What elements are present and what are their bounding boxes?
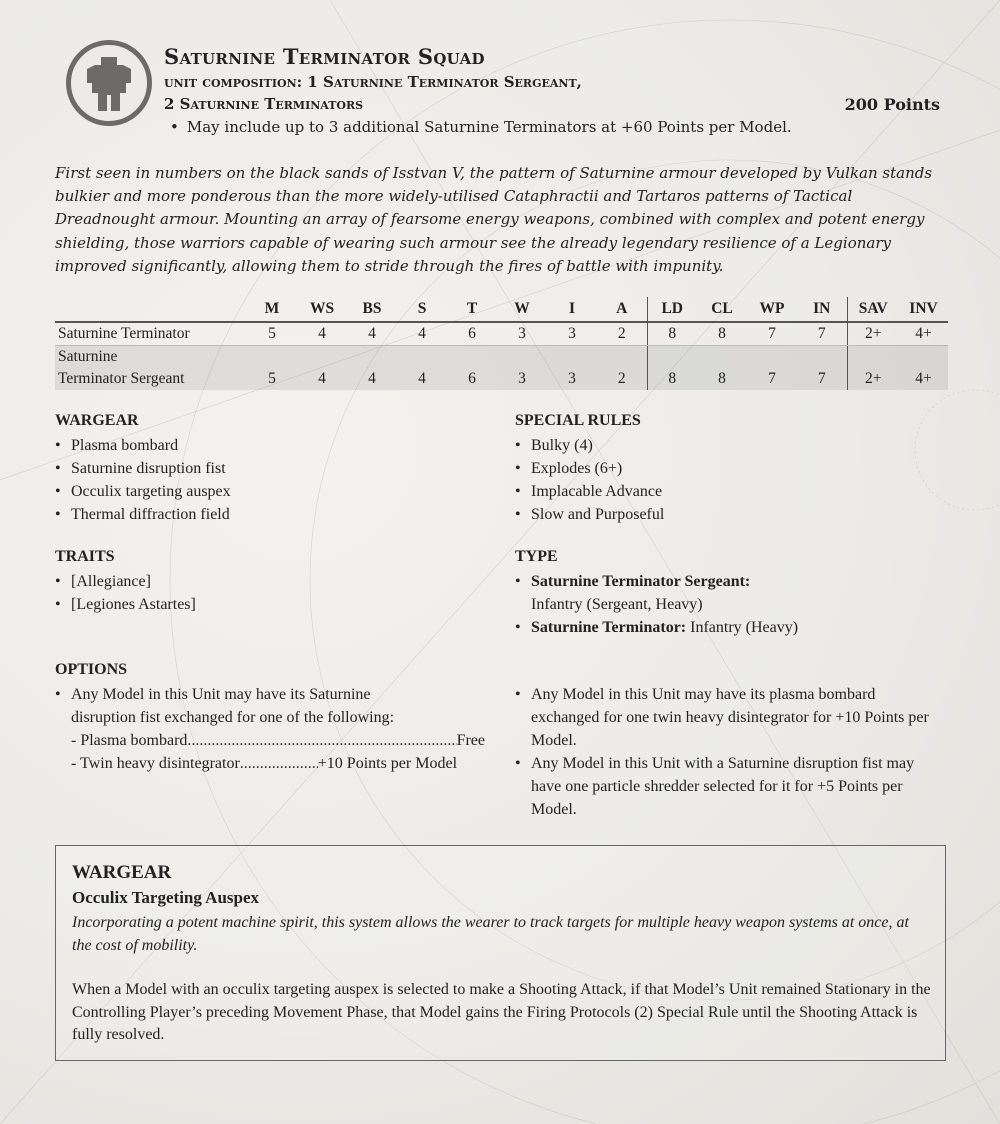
- trait-item: • [Legiones Astartes]: [55, 593, 196, 616]
- stat-value: 2+: [847, 368, 899, 390]
- stats-row-sergeant: [55, 368, 948, 390]
- stat-header: S: [397, 297, 447, 322]
- option-item: [55, 683, 485, 729]
- wargear-heading: WARGEAR: [55, 412, 139, 429]
- stat-value: 2: [597, 322, 647, 346]
- wargear-item: • Thermal diffraction field: [55, 503, 231, 526]
- stats-table: [55, 297, 948, 390]
- stat-value: 3: [497, 368, 547, 390]
- stat-header: WP: [747, 297, 797, 322]
- terminator-silhouette-icon: [83, 55, 135, 113]
- stat-value: 8: [647, 322, 697, 346]
- stat-value: 6: [447, 368, 497, 390]
- option-text-line2: disruption fist exchanged for one of the following:: [71, 709, 395, 726]
- stat-header: IN: [797, 297, 847, 322]
- option-item: • Any Model in this Unit with a Saturnine disruption fist may have one particle shredder selected for it for +5 Points per Model.: [515, 752, 940, 821]
- traits-list: [55, 570, 196, 616]
- stat-value: 3: [497, 322, 547, 346]
- stat-value: 6: [447, 322, 497, 346]
- stats-row-name-line2: Terminator Sergeant: [55, 368, 247, 390]
- unit-emblem: [66, 40, 152, 126]
- unit-composition-line2: 2 Saturnine Terminators: [164, 95, 364, 113]
- stats-header-row: [55, 297, 948, 322]
- type-item-text: Infantry (Heavy): [690, 619, 799, 636]
- wargear-item: • Occulix targeting auspex: [55, 480, 231, 503]
- stats-row-terminator: [55, 322, 948, 346]
- wargear-list: [55, 434, 231, 526]
- stat-value: 3: [547, 368, 597, 390]
- option-item: • Any Model in this Unit may have its plasma bombard exchanged for one twin heavy disintegrator for +10 Points per Model.: [515, 683, 940, 752]
- option-text-line1: Any Model in this Unit may have its Saturnine: [71, 686, 371, 703]
- traits-heading: TRAITS: [55, 548, 115, 565]
- stat-value: 8: [697, 368, 747, 390]
- stat-header: BS: [347, 297, 397, 322]
- type-item-text: Infantry (Sergeant, Heavy): [531, 596, 703, 613]
- stat-header: CL: [697, 297, 747, 322]
- special-rules-list: [515, 434, 664, 526]
- option-sub-item: [55, 729, 485, 752]
- stat-value: 7: [747, 368, 797, 390]
- unit-description: First seen in numbers on the black sands of Isstvan V, the pattern of Saturnine armour developed by Vulkan stands bulkier and more ponderous than the more widely-utilised Cataphractii and Tartaros patterns of Tactical Dreadnought armour. Mounting an array of fearsome energy weapons, combined with complex and potent energy shielding, those warriors capable of wearing such armour see the already legendary resilience of a Legionary improved significantly, allowing them to stride through the fires of battle with impunity.: [55, 164, 933, 275]
- wargear-rules-box: [55, 845, 946, 1061]
- option-sub-item: [55, 752, 485, 775]
- unit-title: Saturnine Terminator Squad: [164, 44, 485, 69]
- stats-row-name-line1: Saturnine: [55, 346, 247, 369]
- stats-row-name: Saturnine Terminator: [55, 322, 247, 346]
- stat-header: M: [247, 297, 297, 322]
- unit-composition-line1: unit composition: 1 Saturnine Terminator Sergeant,: [164, 73, 582, 91]
- wargear-item: • Plasma bombard: [55, 434, 231, 457]
- stat-value: 2+: [847, 322, 899, 346]
- options-right: [515, 683, 940, 821]
- special-rules-heading: SPECIAL RULES: [515, 412, 641, 429]
- stat-value: 4: [397, 368, 447, 390]
- stat-value: 7: [797, 368, 847, 390]
- stat-value: 8: [697, 322, 747, 346]
- stats-header-name: [55, 297, 247, 322]
- unit-note: • May include up to 3 additional Saturnine Terminators at +60 Points per Model.: [170, 118, 792, 136]
- wargear-box-subheading: Occulix Targeting Auspex: [72, 888, 260, 907]
- stat-value: 4: [347, 322, 397, 346]
- options-heading: OPTIONS: [55, 661, 128, 678]
- option-sub-value: +10 Points per Model: [317, 755, 458, 772]
- wargear-item: • Saturnine disruption fist: [55, 457, 231, 480]
- stat-value: 4: [347, 368, 397, 390]
- stat-value: 7: [747, 322, 797, 346]
- stat-value: 5: [247, 368, 297, 390]
- type-list: [515, 570, 935, 639]
- stat-header: T: [447, 297, 497, 322]
- type-heading: TYPE: [515, 548, 558, 565]
- stat-header: INV: [899, 297, 948, 322]
- special-rule-item: • Slow and Purposeful: [515, 503, 664, 526]
- stat-header: SAV: [847, 297, 899, 322]
- stat-value: 2: [597, 368, 647, 390]
- stat-value: 4+: [899, 368, 948, 390]
- wargear-box-rule: When a Model with an occulix targeting auspex is selected to make a Shooting Attack, if that Model’s Unit remained Stationary in the Controlling Player’s preceding Movement Phase, that Model gains the Firing Protocols (2) Special Rule until the Shooting Attack is fully resolved.: [72, 981, 931, 1043]
- stat-header: WS: [297, 297, 347, 322]
- special-rule-item: • Explodes (6+): [515, 457, 664, 480]
- type-item: [515, 616, 935, 639]
- option-sub-label: - Twin heavy disintegrator: [71, 755, 240, 772]
- stat-value: 4: [297, 322, 347, 346]
- trait-item: • [Allegiance]: [55, 570, 196, 593]
- stat-value: 4: [297, 368, 347, 390]
- special-rule-item: • Implacable Advance: [515, 480, 664, 503]
- unit-note-text: May include up to 3 additional Saturnine Terminators at +60 Points per Model.: [186, 118, 792, 136]
- unit-points: 200 Points: [844, 95, 940, 114]
- stat-value: 5: [247, 322, 297, 346]
- options-left: [55, 683, 485, 775]
- stat-value: 3: [547, 322, 597, 346]
- type-item-label: Saturnine Terminator Sergeant:: [531, 573, 751, 590]
- option-sub-value: Free: [456, 732, 485, 749]
- type-item-label: Saturnine Terminator:: [531, 619, 687, 636]
- stat-value: 7: [797, 322, 847, 346]
- stats-row-sergeant-top: [55, 346, 948, 369]
- stat-header: LD: [647, 297, 697, 322]
- special-rule-item: • Bulky (4): [515, 434, 664, 457]
- option-sub-label: - Plasma bombard: [71, 732, 188, 749]
- stat-value: 4+: [899, 322, 948, 346]
- wargear-box-heading: WARGEAR: [72, 862, 172, 883]
- stat-header: W: [497, 297, 547, 322]
- wargear-box-flavor: Incorporating a potent machine spirit, this system allows the wearer to track targets for multiple heavy weapon systems at once, at the cost of mobility.: [72, 914, 909, 954]
- stat-header: I: [547, 297, 597, 322]
- type-item: [515, 570, 935, 616]
- stat-header: A: [597, 297, 647, 322]
- stat-value: 4: [397, 322, 447, 346]
- stat-value: 8: [647, 368, 697, 390]
